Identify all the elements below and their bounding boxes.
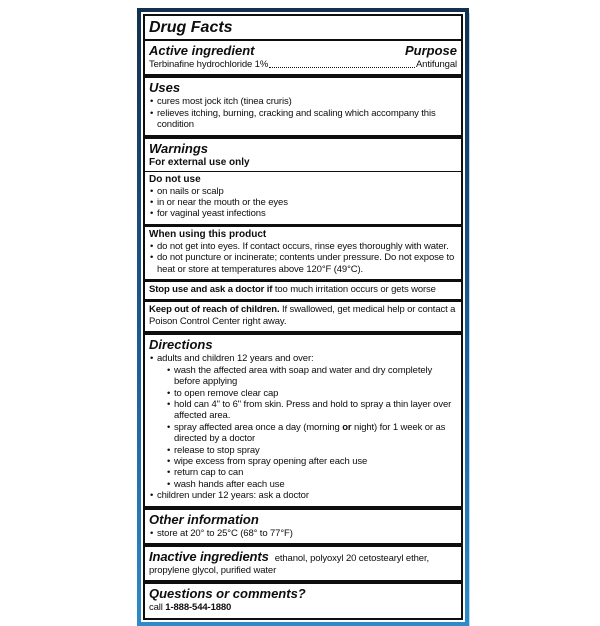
direction-step: • release to stop spray [166, 445, 457, 456]
active-ingredient-section [145, 41, 461, 74]
purpose-heading: Purpose [404, 43, 457, 58]
questions-section [145, 584, 461, 617]
keep-out-note [145, 302, 461, 331]
children-under-12-bullet: • children under 12 years: ask a doctor [149, 490, 457, 501]
directions-section [145, 335, 461, 505]
drug-facts-label [137, 8, 469, 626]
direction-step: • to open remove clear cap [166, 388, 457, 399]
other-information-section [145, 510, 461, 543]
external-use-note: For external use only [149, 156, 250, 168]
uses-bullet: • cures most jock itch (tinea cruris) [149, 96, 457, 107]
keep-out-bold: Keep out of reach of children. [149, 304, 280, 316]
do-not-use-heading: Do not use [149, 173, 201, 185]
phone-number: 1-888-544-1880 [165, 602, 232, 614]
active-ingredient-heading: Active ingredient [149, 43, 255, 58]
stop-use-bold: Stop use and ask a doctor if [149, 284, 273, 296]
warnings-section [145, 139, 461, 171]
page-title: Drug Facts [149, 19, 233, 36]
warnings-heading: Warnings [149, 140, 208, 156]
stop-use-text: too much irritation occurs or gets worse [272, 284, 436, 296]
do-not-use-bullet: • for vaginal yeast infections [149, 208, 457, 219]
call-prefix: call [149, 602, 166, 614]
direction-step: • return cap to can [166, 467, 457, 478]
title-section [145, 16, 461, 39]
do-not-use-bullet: • in or near the mouth or the eyes [149, 197, 457, 208]
when-using-bullet: • do not puncture or incinerate; contents under pressure. Do not expose to heat or store at temperatures above 120°F (49°C). [149, 252, 457, 275]
direction-step: • wipe excess from spray opening after each use [166, 456, 457, 467]
other-information-list [149, 528, 457, 539]
dotted-leader [269, 67, 415, 68]
uses-heading: Uses [149, 80, 181, 96]
stop-use-note [145, 282, 461, 299]
phone-line [149, 602, 457, 613]
directions-steps [166, 365, 457, 490]
storage-note: • store at 20° to 25°C (68° to 77°F) [149, 528, 457, 539]
inactive-ingredients-heading: Inactive ingredients [149, 548, 269, 564]
when-using-bullet: • do not get into eyes. If contact occurs, rinse eyes thoroughly with water. [149, 241, 457, 252]
ingredient-name: Terbinafine hydrochloride 1% [149, 59, 269, 70]
inactive-ingredients-list: ethanol, polyoxyl 20 cetostearyl ether, propylene glycol, purified water [149, 552, 429, 576]
directions-list [149, 353, 457, 501]
directions-adults-bullet: • adults and children 12 years and over: • wash the affected area with soap and water and dry completely before applying • to open remove clear cap • hold can 4" to 6" from skin. Press and hold to spray a thin layer over affected area. • spray affected area once a day (morning or night) for 1 week or as directed by a doctor • release to stop spray • wipe excess from spray opening after each use • return cap to can • wash hands after each use [149, 353, 457, 490]
spray-step: • spray affected area once a day (morning or night) for 1 week or as directed by a doctor [166, 422, 457, 445]
do-not-use-list [149, 186, 457, 220]
direction-step: • hold can 4" to 6" from skin. Press and hold to spray a thin layer over affected area. [166, 399, 457, 422]
inactive-ingredients-section [145, 547, 461, 580]
directions-heading: Directions [149, 337, 213, 353]
keep-out-text: If swallowed, get medical help or contact a Poison Control Center right away. [149, 304, 456, 327]
label-panel [143, 14, 463, 620]
other-information-heading: Other information [149, 511, 259, 527]
direction-step: • wash hands after each use [166, 479, 457, 490]
spray-step-bold-or: or [342, 421, 352, 433]
uses-list [149, 96, 457, 130]
label-inner-margin [141, 12, 465, 622]
do-not-use-subsection [145, 172, 461, 224]
when-using-subsection [145, 227, 461, 279]
uses-section [145, 78, 461, 134]
purpose-value: Antifungal [415, 59, 457, 70]
do-not-use-bullet: • on nails or scalp [149, 186, 457, 197]
direction-step: • wash the affected area with soap and water and dry completely before applying [166, 365, 457, 388]
questions-heading: Questions or comments? [149, 586, 306, 602]
when-using-list [149, 241, 457, 275]
uses-bullet: • relieves itching, burning, cracking and scaling which accompany this condition [149, 108, 457, 131]
when-using-heading: When using this product [149, 228, 267, 240]
